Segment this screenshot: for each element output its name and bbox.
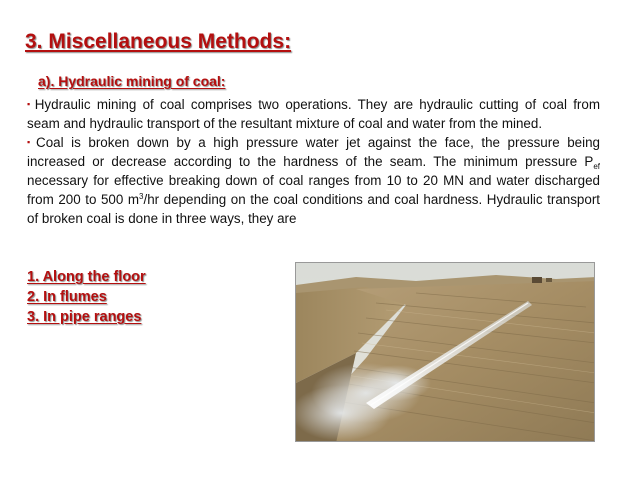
- transport-methods-list: [27, 267, 146, 327]
- list-item: 3. In pipe ranges: [27, 309, 142, 325]
- paragraph-2: [27, 133, 600, 228]
- section-subtitle: a). Hydraulic mining of coal:: [38, 73, 226, 89]
- hydraulic-mining-photo: [295, 262, 595, 442]
- bullet-icon: ▪: [27, 99, 33, 109]
- cubic-superscript: 3: [139, 192, 144, 201]
- pressure-subscript: ef: [593, 162, 600, 171]
- bullet-icon: ▪: [27, 137, 35, 147]
- body-text: [27, 95, 600, 228]
- list-item: 1. Along the floor: [27, 269, 146, 285]
- paragraph-2-part2: necessary for effective breaking down of coal ranges from 10 to 20 MN and water discharged from 200 to 500 m: [27, 173, 600, 207]
- paragraph-2-part1: Coal is broken down by a high pressure water jet against the face, the pressure being increased or decrease according to the hardness of the seam. The minimum pressure P: [27, 135, 600, 169]
- slide-title: 3. Miscellaneous Methods:: [25, 30, 292, 53]
- paragraph-1: [27, 95, 600, 133]
- paragraph-1-text: Hydraulic mining of coal comprises two operations. They are hydraulic cutting of coal from seam and hydraulic transport of the resultant mixture of coal and water from the mined.: [27, 97, 600, 131]
- paragraph-2-part3: /hr depending on the coal conditions and coal hardness. Hydraulic transport of broken coal is done in three ways, they are: [27, 192, 600, 226]
- list-item: 2. In flumes: [27, 289, 107, 305]
